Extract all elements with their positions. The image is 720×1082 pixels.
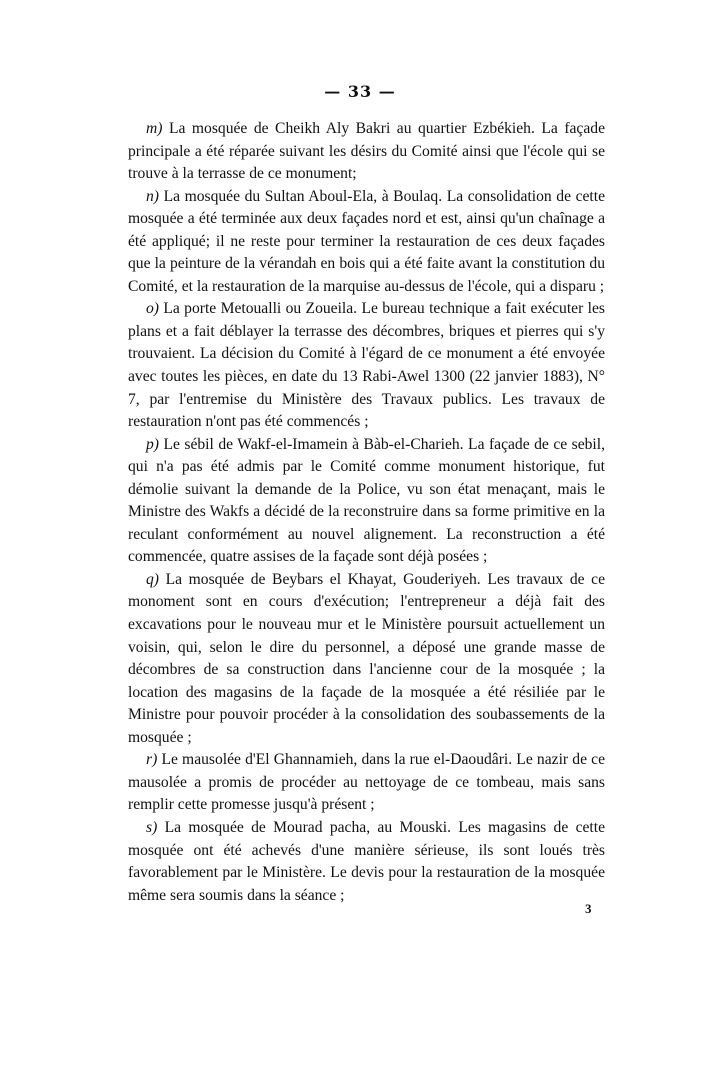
- paragraph-marker: q): [146, 570, 159, 588]
- paragraph-marker: r): [146, 751, 158, 769]
- body-text: [128, 118, 605, 907]
- paragraph-marker: p): [146, 435, 159, 453]
- paragraph-q: [128, 569, 605, 749]
- paragraph-text: La mosquée de Mourad pacha, au Mouski. Les magasins de cette mosquée ont été achevés d'une manière sérieuse, ils sont loués très favorablement par le Ministère. Le devis pour la restauration de la mosquée même sera soumis dans la séance ;: [128, 818, 605, 904]
- paragraph-marker: o): [146, 300, 159, 318]
- paragraph-text: La mosquée de Cheikh Aly Bakri au quartier Ezbékieh. La façade principale a été réparée suivant les désirs du Comité ainsi que l'école qui se trouve à la terrasse de ce monument;: [128, 120, 605, 183]
- paragraph-text: La mosquée de Beybars el Khayat, Gouderiyeh. Les travaux de ce monoment sont en cours d'exécution; l'entrepreneur a déjà fait des excavations pour le nouveau mur et le Ministère poursuit actuellement un voisin, qui, selon le dire du personnel, a déposé une grande masse de décombres de sa construction dans l'ancienne cour de la mosquée ; la location des magasins de la façade de la mosquée a été résiliée par le Ministre pour pouvoir procéder à la consolidation des soubassements de la mosquée ;: [128, 570, 605, 746]
- paragraph-marker: m): [146, 120, 163, 137]
- paragraph-marker: s): [146, 818, 158, 836]
- paragraph-o: [128, 298, 605, 433]
- paragraph-text: La mosquée du Sultan Aboul-Ela, à Boulaq. La consolidation de cette mosquée a été terminée aux deux façades nord et est, ainsi qu'un chaînage a été appliqué; il ne reste pour terminer la restauration de ces deux façades que la peinture de la vérandah en bois qui a été faite avant la constitution du Comité, et la restauration de la marquise au-dessus de l'école, qui a disparu ;: [128, 187, 605, 295]
- signature-mark: 3: [585, 901, 592, 916]
- paragraph-p: [128, 434, 605, 569]
- paragraph-r: [128, 749, 605, 817]
- paragraph-marker: n): [146, 187, 159, 205]
- paragraph-n: [128, 186, 605, 299]
- paragraph-text: Le sébil de Wakf-el-Imamein à Bàb-el-Charieh. La façade de ce sebil, qui n'a pas été admis par le Comité comme monument historique, fut démolie suivant la demande de la Police, vu son état menaçant, mais le Ministre des Wakfs a décidé de la reconstruire dans sa forme primitive en la reculant conformément au nouvel alignement. La reconstruction a été commencée, quatre assises de la façade sont déjà posées ;: [128, 435, 605, 566]
- page-number: — 33 —: [324, 82, 396, 101]
- paragraph-m: [128, 118, 605, 186]
- paragraph-s: [128, 817, 605, 907]
- paragraph-text: La porte Metoualli ou Zoueila. Le bureau technique a fait exécuter les plans et a fait déblayer la terrasse des décombres, briques et pierres qui s'y trouvaient. La décision du Comité à l'égard de ce monument a été envoyée avec toutes les pièces, en date du 13 Rabi-Awel 1300 (22 janvier 1883), N° 7, par l'entremise du Ministère des Travaux publics. Les travaux de restauration n'ont pas été commencés ;: [128, 300, 605, 431]
- paragraph-text: Le mausolée d'El Ghannamieh, dans la rue el-Daoudâri. Le nazir de ce mausolée a promis de procéder au nettoyage de ce tombeau, mais sans remplir cette promesse jusqu'à présent ;: [128, 751, 605, 814]
